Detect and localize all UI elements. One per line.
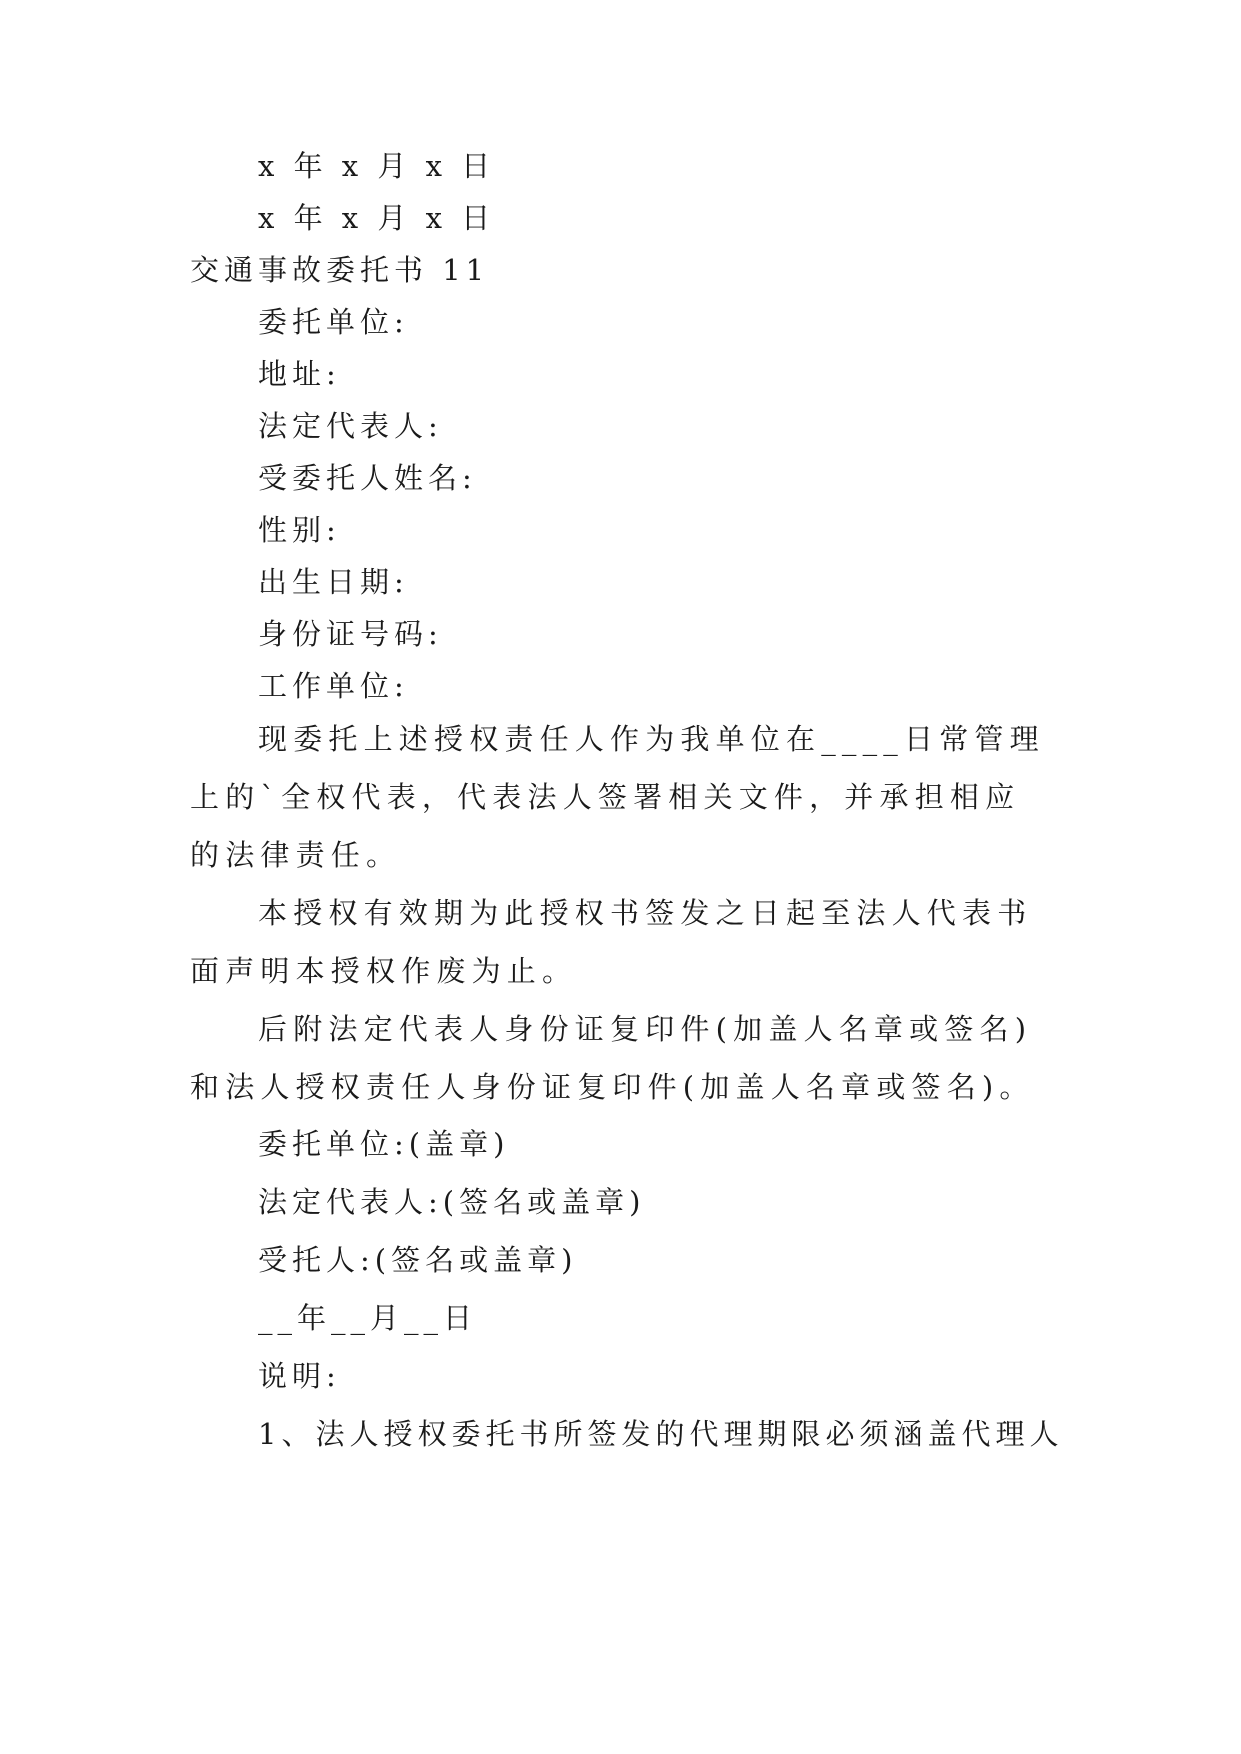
field-birth-date: 出生日期:: [258, 565, 409, 599]
signature-date: __年__月__日: [258, 1301, 478, 1335]
field-id-number: 身份证号码:: [258, 617, 443, 651]
date-line: x 年 x 月 x 日: [258, 149, 496, 183]
paragraph-validity: 本授权有效期为此授权书签发之日起至法人代表书面声明本授权作废为止。: [190, 896, 1033, 988]
signature-entrusting-unit: 委托单位:(盖章): [258, 1127, 510, 1161]
field-entrusting-unit: 委托单位:: [258, 305, 409, 339]
date-line: x 年 x 月 x 日: [258, 201, 496, 235]
signature-legal-representative: 法定代表人:(签名或盖章): [258, 1185, 646, 1219]
signature-trustee: 受托人:(签名或盖章): [258, 1243, 578, 1277]
field-gender: 性别:: [258, 513, 341, 547]
notes-item: 1、法人授权委托书所签发的代理期限必须涵盖代理人: [258, 1417, 1064, 1451]
field-legal-representative: 法定代表人:: [258, 409, 443, 443]
notes-heading: 说明:: [258, 1359, 341, 1393]
paragraph-authorization: 现委托上述授权责任人作为我单位在____日常管理上的`全权代表，代表法人签署相关文件，并承担相应的法律责任。: [190, 722, 1045, 872]
document-title: 交通事故委托书 11: [190, 253, 490, 287]
field-work-unit: 工作单位:: [258, 669, 409, 703]
field-address: 地址:: [258, 357, 341, 391]
paragraph-attachments: 后附法定代表人身份证复印件(加盖人名章或签名)和法人授权责任人身份证复印件(加盖人名章或签名)。: [190, 1012, 1035, 1104]
field-trustee-name: 受委托人姓名:: [258, 461, 477, 495]
